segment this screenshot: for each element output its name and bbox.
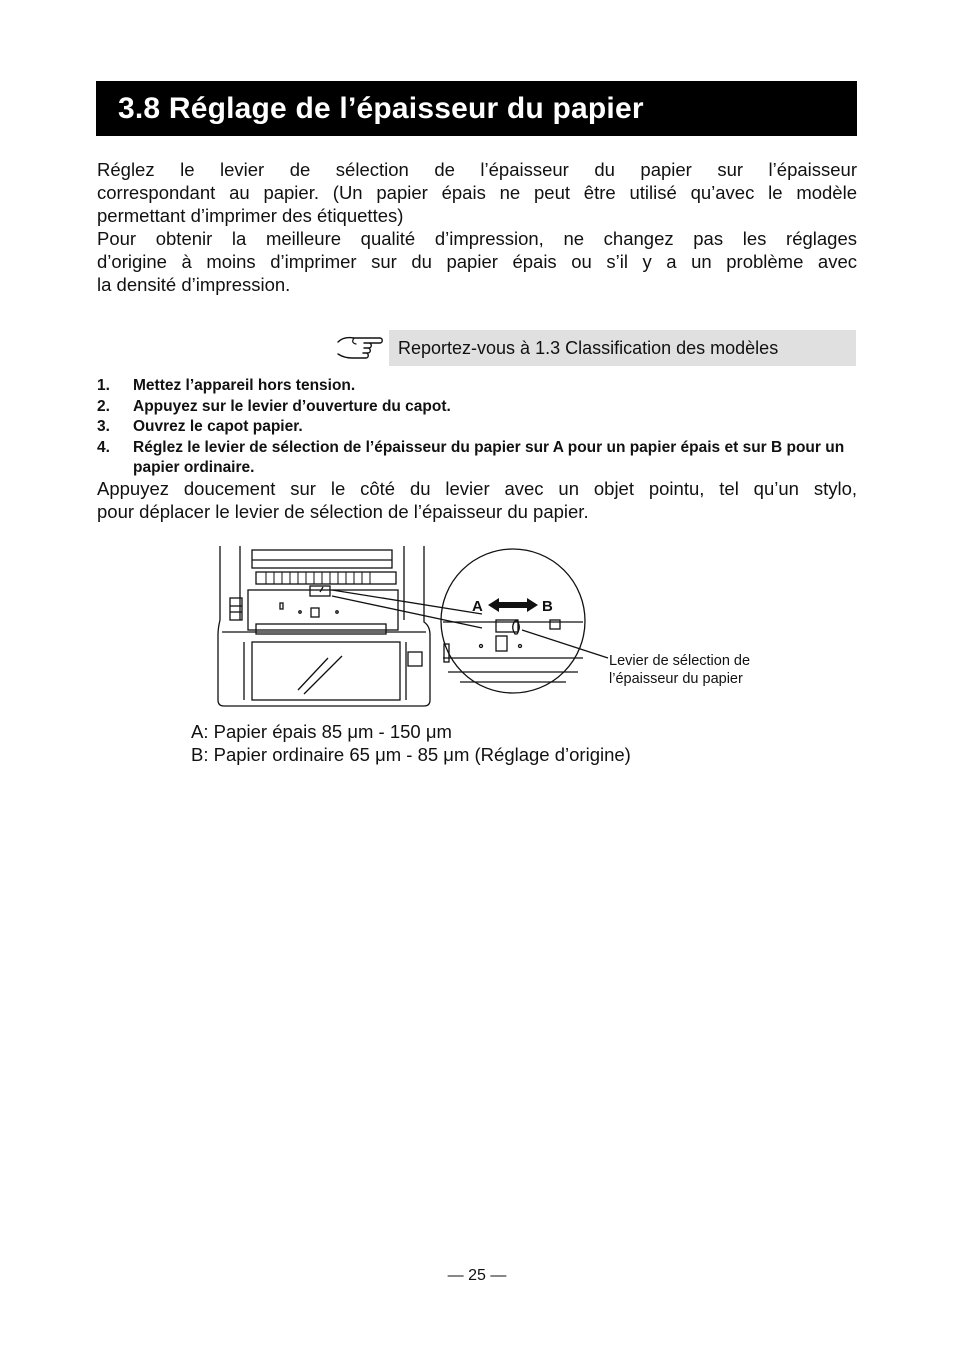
intro-line: correspondant au papier. (Un papier épais ne peut être utilisé qu’avec le modèle [97,182,857,203]
step-number: 1. [97,377,110,394]
label-b: B [542,598,553,615]
intro-line: la densité d’impression. [97,274,291,295]
printer-diagram [210,540,810,715]
spec-normal-paper: B: Papier ordinaire 65 μm - 85 μm (Réglage d’origine) [191,744,631,765]
intro-paragraph [97,158,857,296]
step-text: Mettez l’appareil hors tension. [133,377,356,394]
step-text: Appuyez sur le levier d’ouverture du capot. [133,397,451,415]
step-number: 4. [97,438,110,456]
intro-line: d’origine à moins d’imprimer sur du papier épais ou s’il y a un problème avec [97,251,857,272]
pointing-hand-icon [336,332,384,366]
intro-line: Pour obtenir la meilleure qualité d’impression, ne changez pas les réglages [97,228,857,249]
instruction-line: pour déplacer le levier de sélection de l’épaisseur du papier. [97,501,589,522]
step-item [97,438,857,479]
steps-list [97,376,857,479]
reference-text: Reportez-vous à 1.3 Classification des modèles [389,330,856,366]
step-item [97,376,857,397]
step-number: 2. [97,397,110,415]
section-title: 3.8 Réglage de l’épaisseur du papier [96,81,857,136]
label-a: A [472,598,483,615]
spec-thick-paper: A: Papier épais 85 μm - 150 μm [191,721,452,742]
intro-line: permettant d’imprimer des étiquettes) [97,205,404,226]
callout-line: Levier de sélection de [609,653,751,669]
step-text: Ouvrez le capot papier. [133,418,303,435]
callout-line: l’épaisseur du papier [609,671,743,687]
instruction-paragraph [97,477,857,523]
intro-line: Réglez le levier de sélection de l’épaisseur du papier sur l’épaisseur [97,159,857,180]
step-text: Réglez le levier de sélection de l’épaisseur du papier sur A pour un papier épais et sur B pour un papier ordinaire. [133,438,845,476]
double-arrow-icon [488,598,538,612]
step-item [97,397,857,418]
page-number: — 25 — [447,1267,507,1284]
step-item [97,417,857,438]
lever-callout [609,652,750,688]
instruction-line: Appuyez doucement sur le côté du levier avec un objet pointu, tel qu’un stylo, [97,478,857,499]
step-number: 3. [97,418,110,435]
